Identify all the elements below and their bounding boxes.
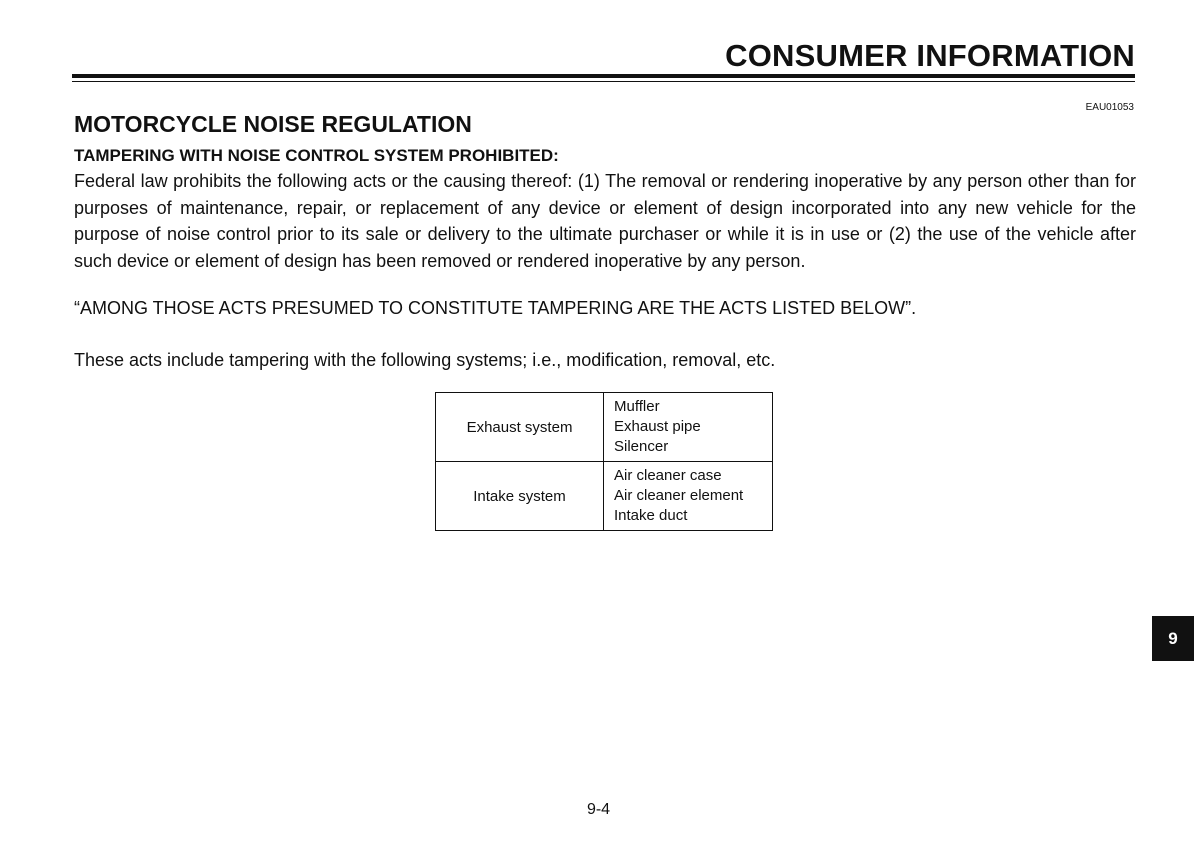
- systems-table: [435, 392, 773, 531]
- header-rule-thin: [72, 81, 1135, 82]
- system-parts-cell: [604, 393, 773, 462]
- part-item: Muffler: [614, 398, 660, 415]
- page-number: 9-4: [586, 801, 611, 818]
- chapter-tab: 9: [1152, 616, 1194, 661]
- section-subheading: TAMPERING WITH NOISE CONTROL SYSTEM PROHIBITED:: [74, 146, 559, 165]
- system-name-cell: Intake system: [436, 462, 604, 531]
- tampering-quote: “AMONG THOSE ACTS PRESUMED TO CONSTITUTE TAMPERING ARE THE ACTS LISTED BELOW”.: [74, 298, 917, 318]
- system-parts-cell: [604, 462, 773, 531]
- table-row: [436, 462, 773, 531]
- system-name-cell: Exhaust system: [436, 393, 604, 462]
- part-item: Exhaust pipe: [614, 418, 701, 435]
- part-item: Air cleaner element: [614, 487, 744, 504]
- section-title: MOTORCYCLE NOISE REGULATION: [74, 111, 472, 137]
- part-item: Silencer: [614, 438, 669, 455]
- table-row: [436, 393, 773, 462]
- law-paragraph: Federal law prohibits the following acts or the causing thereof: (1) The removal or rendering inoperative by any person other than for purposes of maintenance, repair, or replacement of any device or element of design incorporated into any new vehicle for the purpose of noise control prior to its sale or delivery to the ultimate purchaser or while it is in use or (2) the use of the vehicle after such device or element of design has been removed or rendered inoperative by any person.: [74, 171, 1136, 271]
- part-item: Intake duct: [614, 507, 688, 524]
- systems-intro: These acts include tampering with the following systems; i.e., modification, removal, etc.: [74, 350, 776, 370]
- header-rule-thick: [72, 74, 1135, 78]
- document-code: EAU01053: [1085, 102, 1134, 113]
- part-item: Air cleaner case: [614, 467, 722, 484]
- page-header-title: CONSUMER INFORMATION: [725, 38, 1135, 73]
